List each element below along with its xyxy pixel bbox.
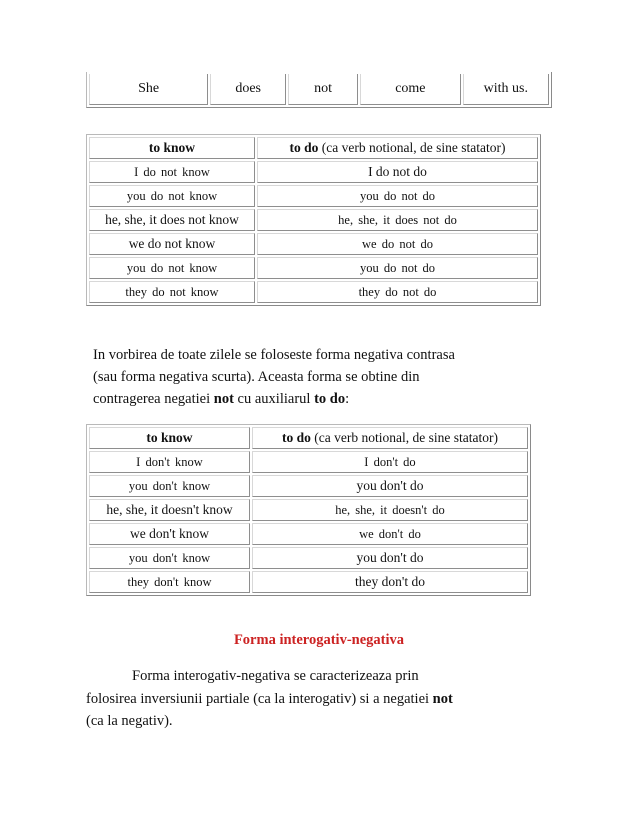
header-bold-text: to do xyxy=(289,140,319,156)
table-cell: you don't know xyxy=(89,475,250,497)
table-cell: he, she, it does not know xyxy=(89,209,255,231)
table-cell: I don't know xyxy=(89,451,250,473)
header-cell-to-do xyxy=(252,427,528,449)
table-header-row xyxy=(89,427,528,449)
paragraph-line: (sau forma negativa scurta). Aceasta forma se obtine din xyxy=(93,369,420,385)
table-cell: they don't do xyxy=(252,571,528,593)
section-heading: Forma interogativ-negativa xyxy=(233,632,405,648)
table-row xyxy=(89,523,528,545)
contracted-negative-table xyxy=(86,424,531,596)
paragraph-line: cu auxiliarul xyxy=(233,391,315,407)
table-row xyxy=(89,209,538,231)
paragraph-punct: : xyxy=(345,391,350,407)
table-row xyxy=(89,547,528,569)
bold-word-not: not xyxy=(432,690,453,707)
table-cell: does xyxy=(210,74,286,105)
table-cell: they don't know xyxy=(89,571,250,593)
header-bold-text: to do xyxy=(282,430,311,446)
table-cell: we don't know xyxy=(89,523,250,545)
table-row xyxy=(89,451,528,473)
paragraph-line: Forma interogativ-negativa se caracterizeaza prin xyxy=(132,668,419,684)
table-cell: we do not do xyxy=(257,233,538,255)
table-cell: I do not do xyxy=(257,161,538,183)
table-cell: he, she, it doesn't do xyxy=(252,499,528,521)
table-cell: you do not know xyxy=(89,257,255,279)
bold-word-not: not xyxy=(213,391,234,407)
table-cell: come xyxy=(360,74,461,105)
table-row xyxy=(89,161,538,183)
table-cell: She xyxy=(89,74,208,105)
table-cell: we do not know xyxy=(89,233,255,255)
table-cell: we don't do xyxy=(252,523,528,545)
sentence-table xyxy=(86,72,552,108)
table-cell: you do not do xyxy=(257,185,538,207)
table-cell: they do not know xyxy=(89,281,255,303)
table-cell: I don't do xyxy=(252,451,528,473)
table-cell: he, she, it doesn't know xyxy=(89,499,250,521)
negative-form-table xyxy=(86,134,541,306)
paragraph-line: folosirea inversiunii partiale (ca la interogativ) si a negatiei xyxy=(86,690,433,707)
table-cell: you don't do xyxy=(252,547,528,569)
header-cell-to-do xyxy=(257,137,538,159)
paragraph-interrogative-negative xyxy=(86,665,536,733)
header-cell-to-know: to know xyxy=(89,137,255,159)
table-cell: not xyxy=(288,74,358,105)
paragraph-contracted-form xyxy=(93,344,533,410)
paragraph-line: (ca la negativ). xyxy=(86,713,173,729)
table-row xyxy=(89,281,538,303)
bold-word-to-do: to do xyxy=(314,391,346,407)
paragraph-line: contragerea negatiei xyxy=(93,391,214,407)
table-cell: I do not know xyxy=(89,161,255,183)
table-cell: he, she, it does not do xyxy=(257,209,538,231)
table-cell: you do not do xyxy=(257,257,538,279)
table-cell: with us. xyxy=(463,74,549,105)
table-row xyxy=(89,185,538,207)
table-cell: they do not do xyxy=(257,281,538,303)
header-rest-text: (ca verb notional, de sine statator) xyxy=(318,140,506,156)
table-cell: you do not know xyxy=(89,185,255,207)
table-row xyxy=(89,74,549,105)
header-cell-to-know: to know xyxy=(89,427,250,449)
header-rest-text: (ca verb notional, de sine statator) xyxy=(310,430,498,446)
table-row xyxy=(89,475,528,497)
table-row xyxy=(89,233,538,255)
table-cell: you don't do xyxy=(252,475,528,497)
table-cell: you don't know xyxy=(89,547,250,569)
paragraph-line: In vorbirea de toate zilele se foloseste forma negativa contrasa xyxy=(93,347,455,363)
table-header-row xyxy=(89,137,538,159)
table-row xyxy=(89,571,528,593)
table-row xyxy=(89,499,528,521)
table-row xyxy=(89,257,538,279)
